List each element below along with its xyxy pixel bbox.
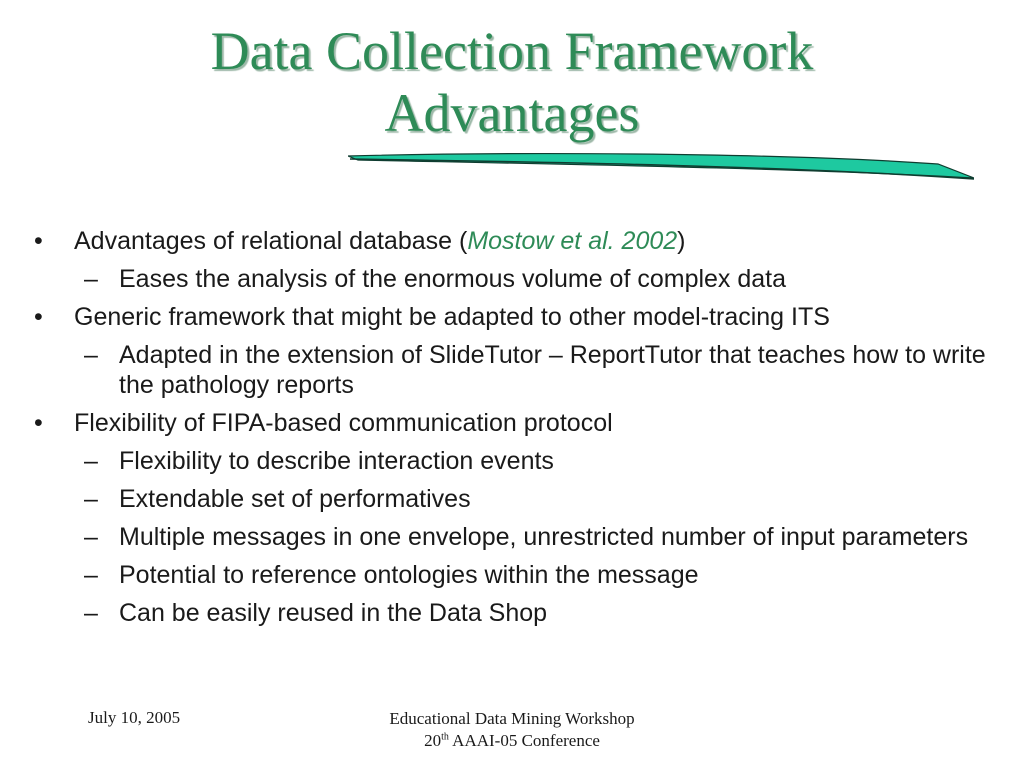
bullet-list — [34, 226, 994, 636]
sub-bullet-item — [34, 446, 994, 476]
title-line-1: Data Collection Framework — [210, 21, 814, 81]
sub-bullet-text: Can be easily reused in the Data Shop — [119, 599, 548, 627]
bullet-text-end: ) — [677, 227, 686, 255]
sub-bullet-text: Potential to reference ontologies within the message — [119, 561, 699, 589]
footer-event — [340, 708, 684, 752]
bullet-item — [34, 408, 994, 438]
footer-conference — [340, 730, 684, 752]
sub-bullet-item — [34, 264, 994, 294]
footer-workshop: Educational Data Mining Workshop — [389, 709, 635, 728]
title-line-2: Advantages — [384, 83, 640, 143]
conference-suffix: th — [441, 731, 449, 743]
dash-marker: – — [84, 561, 98, 589]
bullet-text: Advantages of relational database ( — [74, 227, 468, 255]
bullet-marker: • — [34, 303, 43, 331]
dash-marker: – — [84, 265, 98, 293]
sub-bullet-text: Flexibility to describe interaction events — [119, 447, 554, 475]
dash-marker: – — [84, 523, 98, 551]
sub-bullet-text: Extendable set of performatives — [119, 485, 471, 513]
sub-bullet-text: Adapted in the extension of SlideTutor – ReportTutor that teaches how to write the pathology reports — [119, 341, 986, 399]
sub-bullet-item — [34, 560, 994, 590]
dash-marker: – — [84, 341, 98, 369]
citation: Mostow et al. 2002 — [467, 227, 678, 255]
bullet-item — [34, 226, 994, 256]
sub-bullet-text: Eases the analysis of the enormous volume of complex data — [119, 265, 787, 293]
slide-title — [0, 20, 1024, 144]
footer-date: July 10, 2005 — [88, 708, 181, 727]
conference-name: AAAI-05 Conference — [448, 731, 600, 750]
sub-bullet-item — [34, 598, 994, 628]
dash-marker: – — [84, 599, 98, 627]
sub-bullet-item — [34, 484, 994, 514]
dash-marker: – — [84, 485, 98, 513]
sub-bullet-item — [34, 340, 994, 400]
bullet-text: Flexibility of FIPA-based communication protocol — [74, 409, 613, 437]
sub-bullet-text: Multiple messages in one envelope, unrestricted number of input parameters — [119, 523, 969, 551]
bullet-item — [34, 302, 994, 332]
conference-number: 20 — [424, 731, 442, 750]
bullet-marker: • — [34, 409, 43, 437]
bullet-text: Generic framework that might be adapted to other model-tracing ITS — [74, 303, 830, 331]
bullet-marker: • — [34, 227, 43, 255]
title-swoosh-decoration — [348, 150, 974, 182]
dash-marker: – — [84, 447, 98, 475]
sub-bullet-item — [34, 522, 994, 552]
